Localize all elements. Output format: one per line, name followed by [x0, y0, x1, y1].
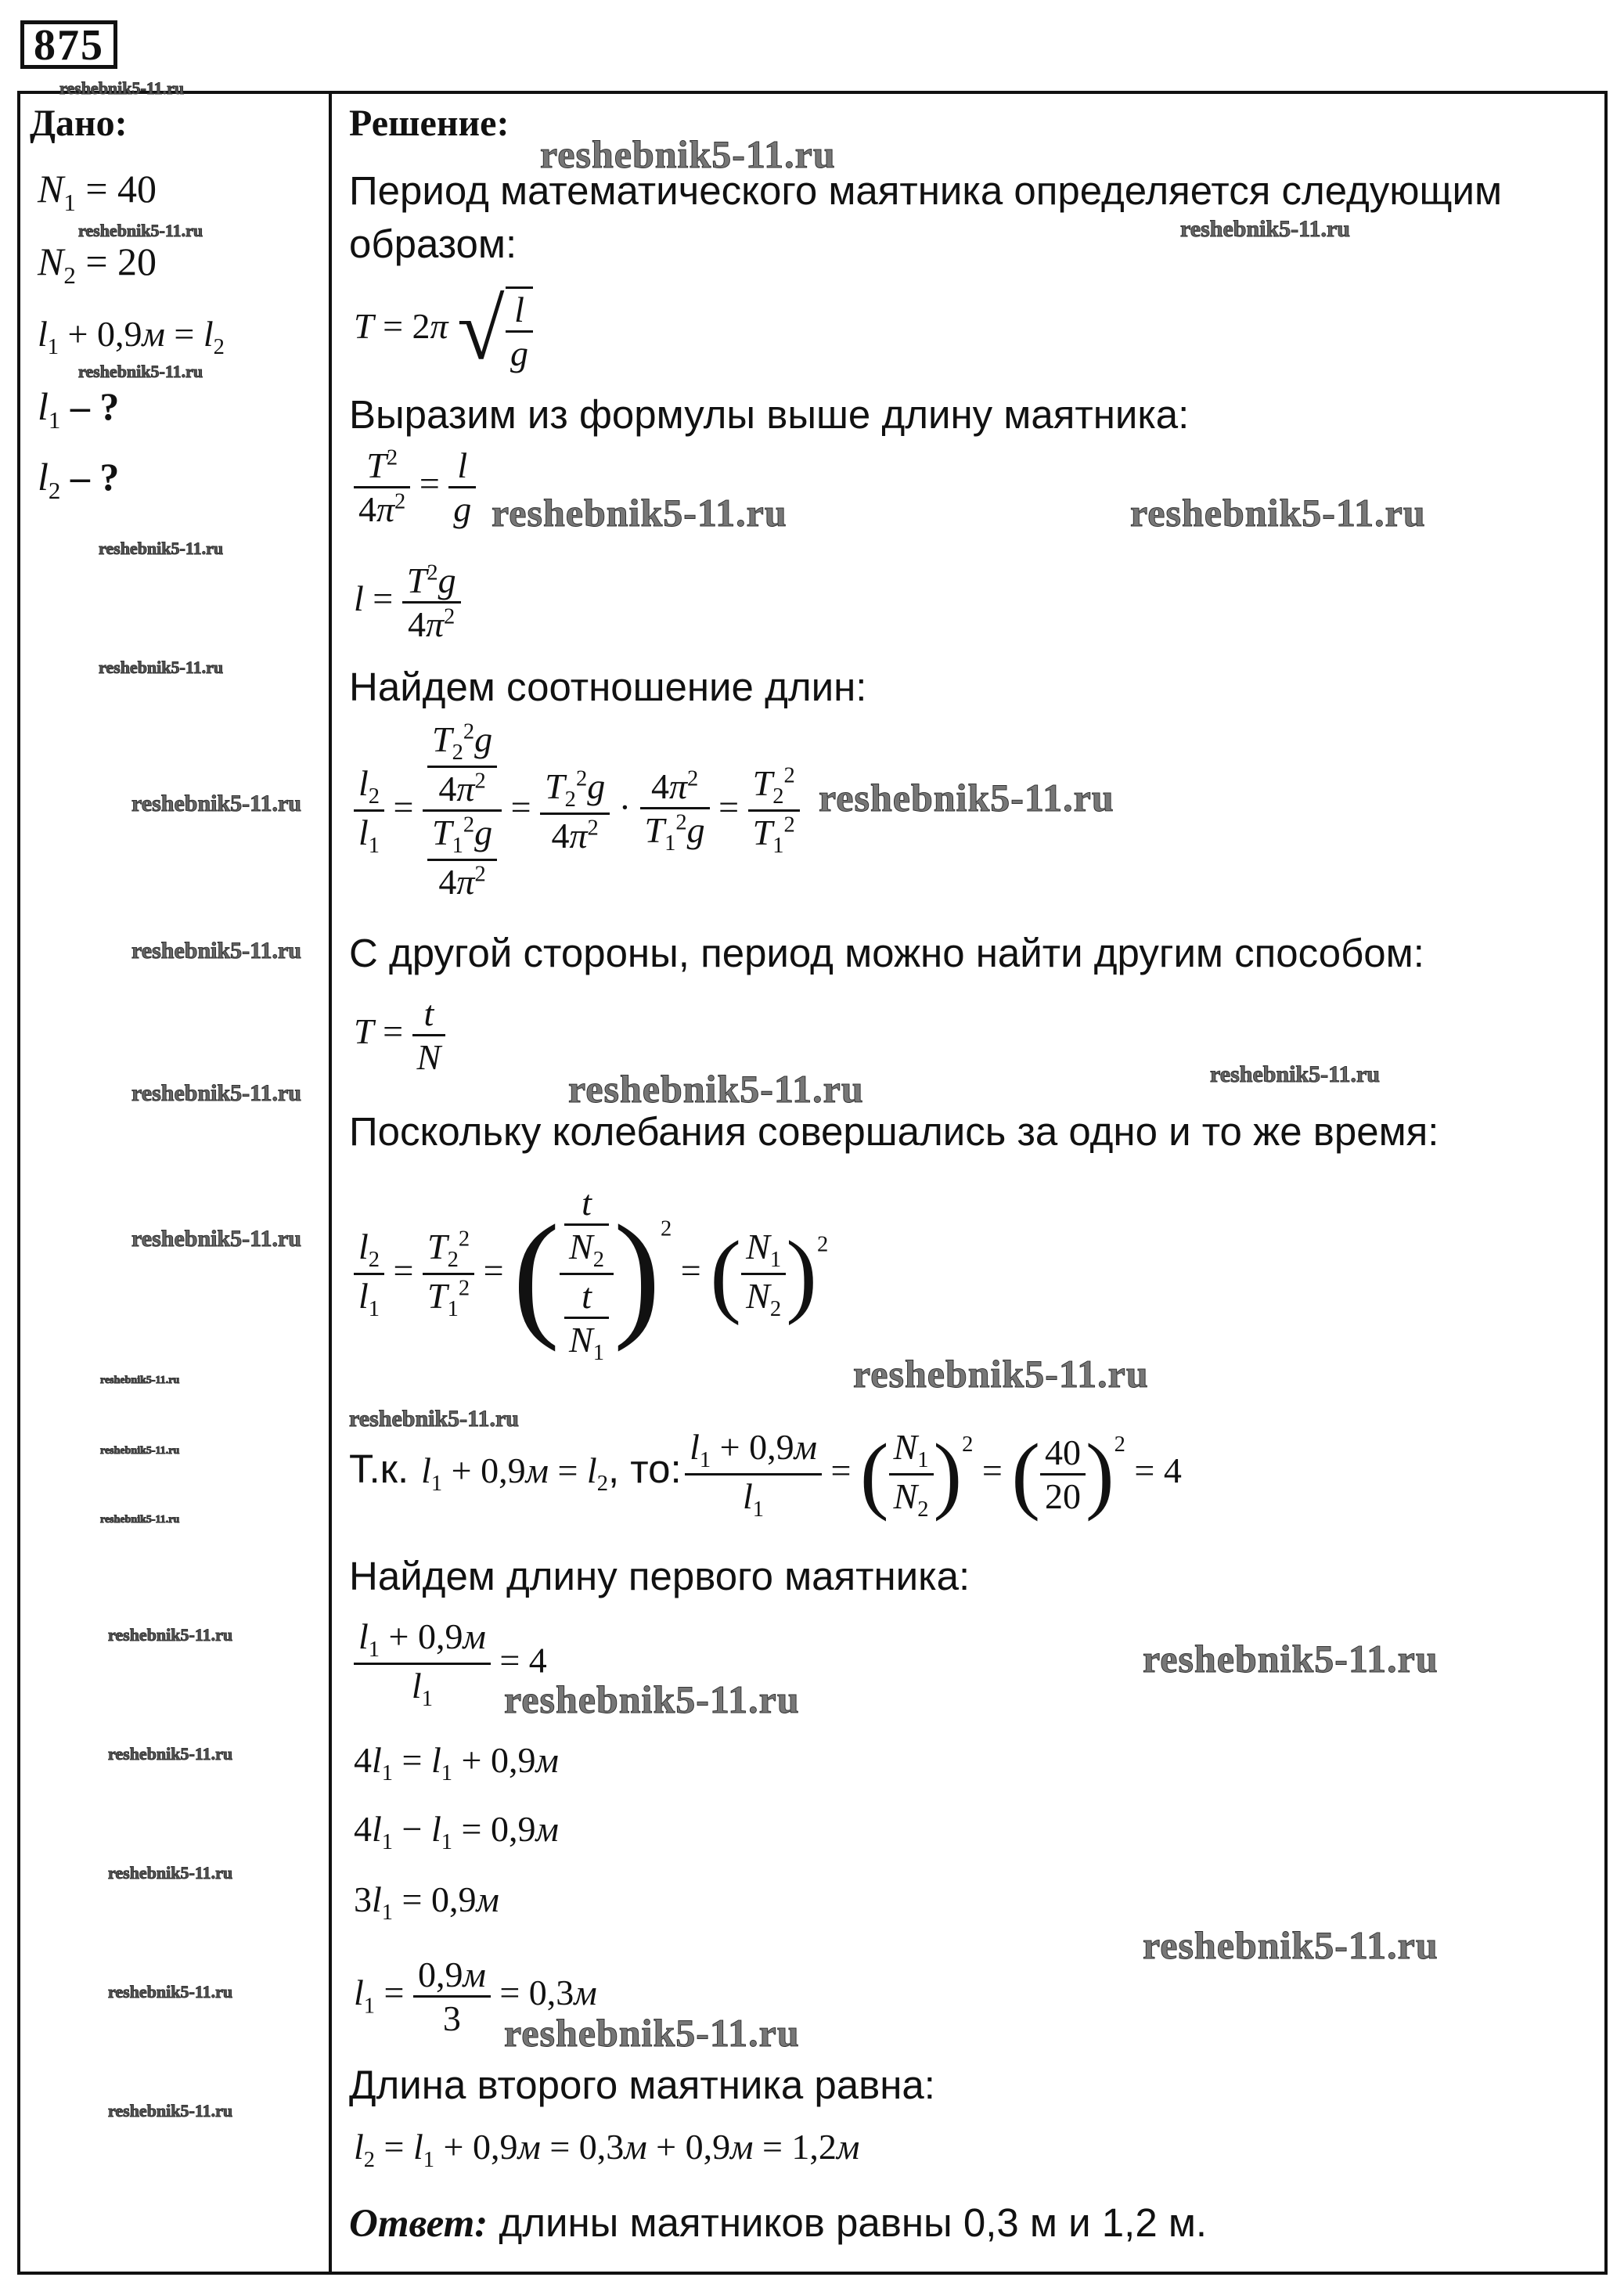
- given-n2: $N_2 = 20$: [38, 240, 157, 289]
- step-4: $3l_1 = 0,9м$: [354, 1879, 499, 1926]
- solution-p4: С другой стороны, период можно найти другим способом:: [349, 931, 1424, 975]
- watermark: reshebnik5-11.ru: [131, 1226, 301, 1252]
- watermark: reshebnik5-11.ru: [108, 1863, 233, 1883]
- watermark: reshebnik5-11.ru: [59, 78, 185, 98]
- solution-p6-mid: , то:: [607, 1447, 682, 1492]
- solution-p6: [349, 1425, 1182, 1524]
- solution-p3: Найдем соотношение длин:: [349, 665, 867, 709]
- given-condition: $l_1 + 0,9м = l_2$: [38, 314, 225, 360]
- watermark: reshebnik5-11.ru: [131, 938, 301, 964]
- watermark: reshebnik5-11.ru: [349, 1406, 519, 1432]
- watermark: reshebnik5-11.ru: [1180, 216, 1350, 242]
- watermark: reshebnik5-11.ru: [131, 1080, 301, 1106]
- solution-p1-line1: Период математического маятника определяется следующим: [349, 168, 1503, 213]
- watermark: reshebnik5-11.ru: [1143, 1923, 1439, 1967]
- given-unknown-l1: $l_1$ – ?: [38, 384, 120, 434]
- watermark: reshebnik5-11.ru: [100, 1375, 180, 1386]
- given-n1: $N_1 = 40$: [38, 167, 157, 216]
- watermark: reshebnik5-11.ru: [1130, 491, 1426, 535]
- formula-equation: $\frac{l_1 + 0,9м}{l_1}$ = ( $\frac{N_1}{N_2}$ )$^2$ = ( $\frac{40}{20}$ )$^2$ = 4: [685, 1450, 1182, 1490]
- formula-length: l = $\frac{T^2g}{4\pi^2}$: [354, 560, 461, 645]
- watermark: reshebnik5-11.ru: [819, 776, 1114, 820]
- watermark: reshebnik5-11.ru: [100, 1514, 180, 1526]
- formula-length-ratio2: $\frac{l_2}{l_1}$ = $\frac{T_2^2}{T_1^2}$ = ( $\frac{\frac{t}{N_2}}{\frac{t}{N_1}}$ )$^2$ = ( $\frac{N_1}{N_2}$ )$^2$: [354, 1182, 828, 1366]
- solution-title: Решение:: [349, 103, 510, 144]
- answer-label: Ответ:: [349, 2202, 488, 2246]
- solution-p5: Поскольку колебания совершались за одно и то же время:: [349, 1109, 1439, 1154]
- watermark: reshebnik5-11.ru: [853, 1352, 1149, 1396]
- solution-p6-condition: $l_1 + 0,9м = l_2$: [421, 1450, 608, 1497]
- watermark: reshebnik5-11.ru: [1143, 1637, 1439, 1681]
- watermark: reshebnik5-11.ru: [492, 491, 787, 535]
- solution-p7: Найдем длину первого маятника:: [349, 1554, 970, 1598]
- step-5: $l_1$ = $\frac{0,9м}{3}$ = 0,3м: [354, 1955, 597, 2038]
- answer: [349, 2200, 1207, 2247]
- problem-number: 875: [20, 20, 117, 69]
- solution-p2: Выразим из формулы выше длину маятника:: [349, 392, 1190, 437]
- solution-p8: Длина второго маятника равна:: [349, 2063, 935, 2107]
- formula-period2: T = $\frac{t}{N}$: [354, 993, 445, 1078]
- formula-ratio1: $\frac{T^2}{4\pi^2}$ = $\frac{l}{g}$: [354, 445, 476, 530]
- watermark: reshebnik5-11.ru: [108, 1625, 233, 1645]
- step-6: $l_2 = l_1 + 0,9м = 0,3м + 0,9м = 1,2м$: [354, 2127, 860, 2173]
- watermark: reshebnik5-11.ru: [108, 1744, 233, 1764]
- watermark: reshebnik5-11.ru: [100, 1445, 180, 1457]
- watermark: reshebnik5-11.ru: [131, 791, 301, 816]
- watermark: reshebnik5-11.ru: [568, 1067, 864, 1111]
- step-2: $4l_1 = l_1 + 0,9м$: [354, 1740, 559, 1786]
- step-1: $\frac{l_1 + 0,9м}{l_1}$ = 4: [354, 1616, 547, 1712]
- answer-text: длины маятников равны 0,3 м и 1,2 м.: [499, 2200, 1208, 2245]
- given-unknown-l2: $l_2$ – ?: [38, 455, 120, 504]
- formula-length-ratio: $\frac{l_2}{l_1}$ = $\frac{\frac{T_2^2g}{4\pi^2}}{\frac{T_1^2g}{4\pi^2}}$ = $\frac{T_2^2g}{4\pi^2}$ · $\frac{4\pi^2}{T_1^2g}$ = $\frac{T_2^2}{T_1^2}$: [354, 719, 800, 903]
- watermark: reshebnik5-11.ru: [108, 2101, 233, 2120]
- watermark: reshebnik5-11.ru: [540, 132, 836, 176]
- watermark: reshebnik5-11.ru: [108, 1982, 233, 2002]
- watermark: reshebnik5-11.ru: [78, 362, 203, 381]
- watermark: reshebnik5-11.ru: [99, 658, 224, 677]
- watermark: reshebnik5-11.ru: [504, 1677, 800, 1721]
- solution-p1-line2: образом:: [349, 222, 517, 266]
- given-title: Дано:: [30, 103, 128, 144]
- step-3: $4l_1 - l_1 = 0,9м$: [354, 1809, 559, 1855]
- solution-p6-prefix: Т.к.: [349, 1447, 409, 1492]
- watermark: reshebnik5-11.ru: [99, 539, 224, 558]
- formula-period: T = 2π √ $\frac{l}{g}$: [354, 280, 533, 380]
- watermark: reshebnik5-11.ru: [78, 221, 203, 240]
- column-divider: [329, 91, 332, 2275]
- watermark: reshebnik5-11.ru: [504, 2011, 800, 2055]
- watermark: reshebnik5-11.ru: [1210, 1061, 1380, 1087]
